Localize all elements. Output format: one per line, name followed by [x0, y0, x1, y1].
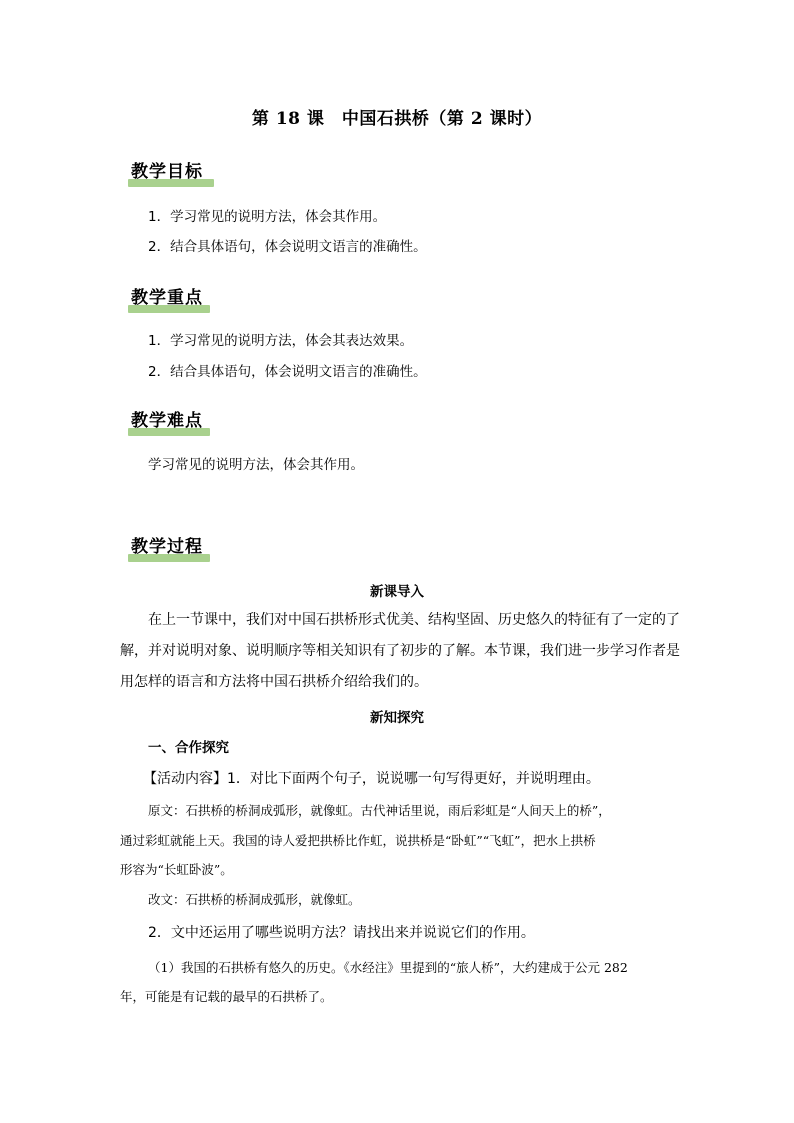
- intro-line: 解，并对说明对象、说明顺序等相关知识有了初步的了解。本节课，我们进一步学习作者是: [120, 643, 680, 659]
- intro-line: 用怎样的语言和方法将中国石拱桥介绍给我们的。: [120, 674, 428, 690]
- key-point-item: 1．学习常见的说明方法，体会其表达效果。: [148, 333, 414, 349]
- objective-item: 1．学习常见的说明方法，体会其作用。: [148, 209, 387, 225]
- section-heading-process: 教学过程: [128, 536, 203, 562]
- part1-title: 一、合作探究: [148, 740, 229, 756]
- original-text-line: 原文：石拱桥的桥洞成弧形，就像虹。古代神话里说，雨后彩虹是“人间天上的桥”，: [148, 803, 611, 818]
- example-line: （1）我国的石拱桥有悠久的历史。《水经注》里提到的“旅人桥”，大约建成于公元 282: [148, 960, 628, 975]
- activity-line: 【活动内容】1．对比下面两个句子，说说哪一句写得更好，并说明理由。: [143, 771, 600, 787]
- lesson-title: 第 18 课 中国石拱桥（第 2 课时）: [251, 109, 543, 129]
- original-text-line: 形容为“长虹卧波”。: [120, 862, 233, 877]
- revised-text-line: 改文：石拱桥的桥洞成弧形，就像虹。: [148, 892, 361, 907]
- objective-item: 2．结合具体语句，体会说明文语言的准确性。: [148, 239, 427, 255]
- explore-title: 新知探究: [370, 710, 424, 726]
- example-line: 年，可能是有记载的最早的石拱桥了。: [120, 989, 333, 1004]
- section-heading-key-points: 教学重点: [128, 287, 203, 313]
- question-2: 2．文中还运用了哪些说明方法？请找出来并说说它们的作用。: [148, 925, 535, 941]
- original-text-line: 通过彩虹就能上天。我国的诗人爱把拱桥比作虹，说拱桥是“卧虹”“飞虹”，把水上拱桥: [120, 833, 596, 848]
- section-heading-difficulties: 教学难点: [128, 410, 203, 436]
- intro-line: 在上一节课中，我们对中国石拱桥形式优美、结构坚固、历史悠久的特征有了一定的了: [148, 612, 680, 628]
- difficulty-item: 学习常见的说明方法，体会其作用。: [148, 457, 364, 473]
- intro-title: 新课导入: [370, 584, 424, 600]
- key-point-item: 2．结合具体语句，体会说明文语言的准确性。: [148, 364, 427, 380]
- section-heading-objectives: 教学目标: [128, 161, 203, 187]
